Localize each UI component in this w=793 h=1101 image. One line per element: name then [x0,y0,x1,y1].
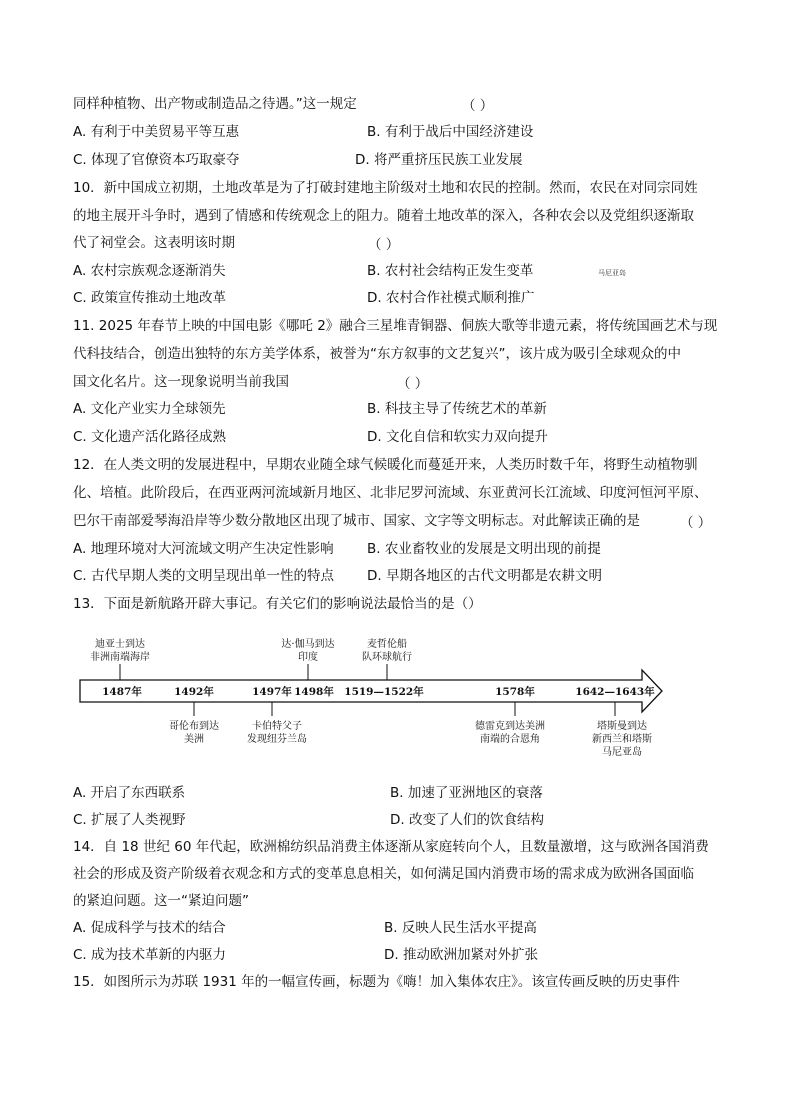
option-c: C. 古代早期人类的文明呈现出单一性的特点 [73,568,335,584]
option-b: B. 农业畜牧业的发展是文明出现的前提 [367,541,601,557]
event-label: 发现纽芬兰岛 [247,734,307,745]
question-12-line-2: 化、培植。此阶段后，在西亚两河流域新月地区、北非尼罗河流域、东亚黄河长江流域、印度河恒河平原、 [73,485,708,501]
question-12-line-3: 巴尔干南部爱琴海沿岸等少数分散地区出现了城市、国家、文字等文明标志。对此解读正确的是 [73,513,640,529]
option-a: A. 文化产业实力全球领先 [73,401,226,417]
question-10-line-1: 10．新中国成立初期，土地改革是为了打破封建地主阶级对土地和农民的控制。然而，农民在对同宗同姓 [73,180,698,196]
option-b: B. 有利于战后中国经济建设 [367,124,534,140]
year-label: 1578年 [495,686,535,698]
event-label: 马尼亚岛 [602,747,642,758]
event-below-columbus [169,702,219,745]
option-c: C. 体现了官僚资本巧取豪夺 [73,152,240,168]
option-b: B. 反映人民生活水平提高 [384,920,537,936]
year-label: 1498年 [294,686,334,698]
option-a: A. 地理环境对大河流域文明产生决定性影响 [73,541,334,557]
question-10-line-2: 的地主展开斗争时，遇到了情感和传统观念上的阻力。随着土地改革的深入，各种农会以及党组织逐渐取 [73,208,694,224]
option-b: B. 科技主导了传统艺术的革新 [367,401,547,417]
option-a: A. 促成科学与技术的结合 [73,920,226,936]
option-d: D. 文化自信和软实力双向提升 [367,429,548,445]
event-below-cabot [247,702,307,745]
answer-paren: （ ） [462,98,494,114]
option-b: B. 加速了亚洲地区的衰落 [390,785,543,801]
event-below-drake [475,702,545,745]
event-label: 美洲 [184,734,204,745]
event-label: 达·伽马到达 [281,639,335,650]
event-label: 塔斯曼到达 [597,721,647,732]
voyage-timeline [70,628,670,778]
question-9-continuation: 同样种植物、出产物或制造品之待遇。”这一规定 [73,96,357,112]
year-label: 1519—1522年 [344,686,424,698]
event-above-dias [90,637,150,680]
event-label: 迪亚士到达 [95,639,145,650]
event-label: 队环球航行 [362,652,412,663]
question-14-line-1: 14．自 18 世纪 60 年代起，欧洲棉纺织品消费主体逐渐从家庭转向个人，且数量激增，这与欧洲各国消费 [73,839,709,855]
event-above-gama [281,637,334,680]
question-12-line-1: 12．在人类文明的发展进程中，早期农业随全球气候暖化而蔓延开来，人类历时数千年，将野生动植物驯 [73,457,698,473]
event-label: 麦哲伦船 [367,639,407,650]
question-11-line-3: 国文化名片。这一现象说明当前我国 [73,374,289,390]
event-label: 卡伯特父子 [252,721,302,732]
option-b: B. 农村社会结构正发生变革 [367,263,534,279]
year-label: 1642—1643年 [575,686,655,698]
question-11-line-2: 代科技结合，创造出独特的东方美学体系，被誉为“东方叙事的文艺复兴”，该片成为吸引全球观众的中 [73,346,681,362]
event-label: 南端的合恩角 [480,734,540,745]
option-d: D. 早期各地区的古代文明都是农耕文明 [367,568,602,584]
event-label: 德雷克到达美洲 [475,721,545,732]
question-15-line: 15．如图所示为苏联 1931 年的一幅宣传画，标题为《嗨！加入集体农庄》。该宣传画反映的历史事件 [73,974,680,990]
option-d: D. 推动欧洲加紧对外扩张 [384,947,538,963]
event-label: 新西兰和塔斯 [592,734,652,745]
answer-paren: （ ） [397,376,429,392]
stray-text: 马尼亚岛 [598,269,626,277]
event-label: 非洲南端海岸 [90,652,150,663]
event-label: 印度 [298,652,318,663]
option-d: D. 农村合作社模式顺利推广 [367,290,535,306]
year-label: 1497年 [252,686,292,698]
question-13-line: 13．下面是新航路开辟大事记。有关它们的影响说法最恰当的是（） [73,596,482,612]
event-label: 哥伦布到达 [169,721,219,732]
answer-paren: （ ） [680,515,712,531]
option-c: C. 扩展了人类视野 [73,812,186,828]
option-d: D. 改变了人们的饮食结构 [390,812,544,828]
option-c: C. 政策宣传推动土地改革 [73,290,227,306]
option-a: A. 有利于中美贸易平等互惠 [73,124,240,140]
question-11-line-1: 11. 2025 年春节上映的中国电影《哪吒 2》融合三星堆青铜器、侗族大歌等非遗元素，将传统国画艺术与现 [73,318,718,334]
event-above-magellan [362,637,412,680]
year-label: 1487年 [102,686,142,698]
option-c: C. 文化遗产活化路径成熟 [73,429,227,445]
question-14-line-3: 的紧迫问题。这一“紧迫问题” [73,893,249,909]
question-10-line-3: 代了祠堂会。这表明该时期 [73,235,235,251]
answer-paren: （ ） [368,237,400,253]
option-c: C. 成为技术革新的内驱力 [73,947,227,963]
option-d: D. 将严重挤压民族工业发展 [355,152,523,168]
option-a: A. 农村宗族观念逐渐消失 [73,263,226,279]
option-a: A. 开启了东西联系 [73,785,186,801]
year-label: 1492年 [174,686,214,698]
question-14-line-2: 社会的形成及资产阶级着衣观念和方式的变革息息相关，如何满足国内消费市场的需求成为欧洲各国面临 [73,866,694,882]
